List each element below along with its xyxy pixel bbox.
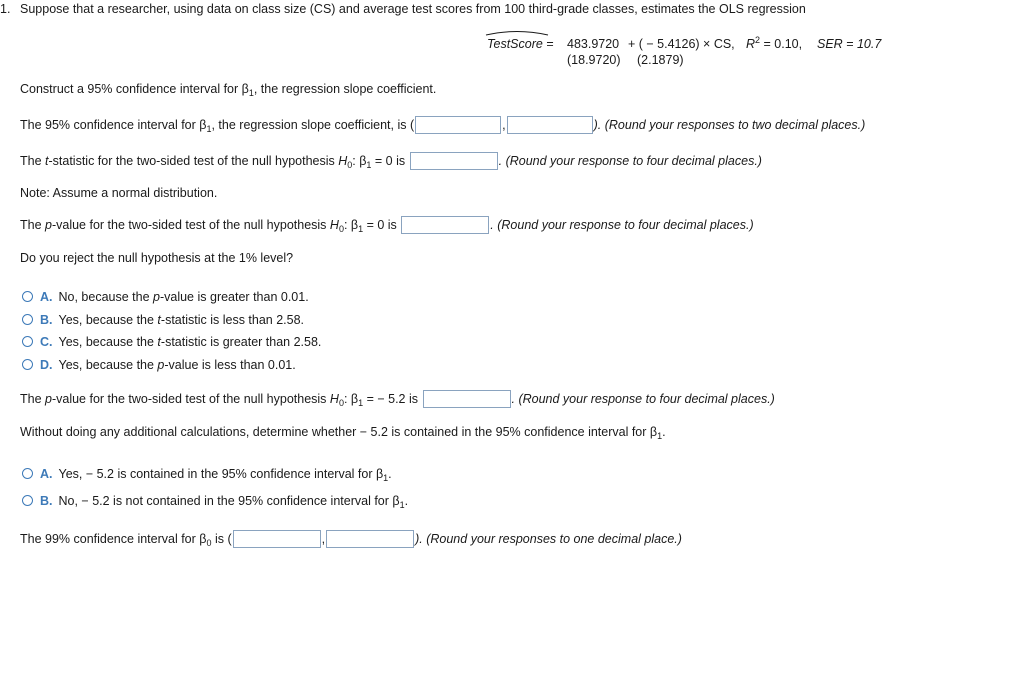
pvalue2-sub1: 1 [358,398,364,408]
ci95-suffix [594,118,866,132]
option-sub: 1 [399,500,405,510]
regression-equation [487,37,554,51]
radio-icon[interactable] [22,314,33,325]
radio-icon[interactable] [22,336,33,347]
pvalue-prefix-b: -value for the two-sided test of the null hypothesis [51,218,330,232]
ci95-sub: 1 [206,124,212,134]
reject-option-c[interactable] [22,331,321,353]
option-letter: C. [40,335,53,349]
option-text-b: -statistic is greater than 2.58. [160,335,322,349]
pvalue-mid: : β [343,218,359,232]
tstat-prefix-b: -statistic for the two-sided test of the null hypothesis [48,154,339,168]
reject-option-a[interactable] [22,286,309,308]
option-ital: p [157,358,165,372]
option-text-a: Yes, because the [58,335,158,349]
pvalue2-input[interactable] [423,390,511,408]
option-sub: 1 [383,473,389,483]
construct-suffix: , the regression slope coefficient. [253,82,437,96]
option-letter: A. [40,290,53,304]
pvalue2-p: p [45,392,52,406]
option-ital: t [157,313,161,327]
option-ital: t [157,335,161,349]
pvalue-sub0: 0 [338,224,344,234]
hat-symbol [485,28,549,36]
construct-prompt [20,78,436,100]
radio-icon[interactable] [22,468,33,479]
construct-prompt-text: Construct a 95% confidence interval for β [20,82,249,96]
option-text-b: -value is less than 0.01. [164,358,296,372]
option-letter: B. [40,494,53,508]
option-text-a: No, because the [58,290,154,304]
pvalue-line [20,214,754,236]
question-number [0,2,10,16]
regression-r2 [746,35,802,51]
option-ital: p [153,290,160,304]
option-text: No, − 5.2 is not contained in the 95% confidence interval for β [58,494,400,508]
pvalue-suffix: . (Round your response to four decimal places.) [490,218,754,232]
option-letter: D. [40,358,53,372]
option-text-a: Yes, because the [58,313,158,327]
contain-option-b[interactable]: B. No, − 5.2 is not contained in the 95% confidence interval for $\beta_1$. [22,490,408,512]
ci99-line [20,528,682,550]
pvalue-input[interactable] [401,216,489,234]
pvalue-sub1: 1 [358,224,364,234]
contain-question-text: Without doing any additional calculations, determine whether − 5.2 is contained in the 95% confidence interval for β [20,425,658,439]
option-letter: B. [40,313,53,327]
radio-icon[interactable] [22,359,33,370]
pvalue2-suffix: . (Round your response to four decimal places.) [511,392,775,406]
note: Note: Assume a normal distribution. [20,186,218,200]
ci99-sub: 0 [206,538,212,548]
tstat-sub0: 0 [347,160,353,170]
ci95-upper-input[interactable] [507,116,593,134]
option-text-a: Yes, because the [58,358,158,372]
option-text-b: -value is greater than 0.01. [159,290,309,304]
reject-option-b[interactable] [22,309,304,331]
tstat-sub1: 1 [366,160,372,170]
tstat-h: H [338,154,348,168]
tstat-input[interactable] [410,152,498,170]
regression-slope: + ( − 5.4126) × CS, [628,37,735,51]
construct-sub: 1 [248,88,254,98]
ci95-sep: , [502,118,506,132]
ci99-prefix: The 99% confidence interval for β [20,532,207,546]
ci95-lower-input[interactable] [415,116,501,134]
ci99-upper-input[interactable] [326,530,414,548]
tstat-tail: = 0 is [371,154,406,168]
tstat-mid: : β [352,154,367,168]
regression-equals: = [546,37,554,51]
reject-option-d[interactable] [22,354,296,376]
pvalue2-mid: : β [343,392,359,406]
se-slope: (2.1879) [637,53,684,67]
pvalue2-line [20,388,775,410]
pvalue2-prefix-b: -value for the two-sided test of the null hypothesis [51,392,330,406]
question-number-text: 1. [0,2,11,16]
pvalue-h: H [329,218,339,232]
ci95-mid: , the regression slope coefficient, is ( [211,118,415,132]
ci99-mid: is ( [211,532,232,546]
contain-sub: 1 [657,431,663,441]
reject-question: Do you reject the null hypothesis at the 1% level? [20,251,294,265]
tstat-t: t [45,154,49,168]
contain-option-a[interactable]: A. Yes, − 5.2 is contained in the 95% confidence interval for $\beta_1$. [22,463,392,485]
pvalue-p: p [45,218,52,232]
ci95-suffix-text: ). (Round your responses to two decimal places.) [593,118,866,132]
r2-label: R [746,37,756,51]
pvalue-tail: = 0 is [363,218,397,232]
r2-superscript: 2 [755,35,761,45]
regression-intercept: 483.9720 [567,37,620,51]
radio-icon[interactable] [22,291,33,302]
r2-value: = 0.10, [763,37,803,51]
question-intro: Suppose that a researcher, using data on class size (CS) and average test scores from 100 third-grade classes, estimates the OLS regression [20,2,806,16]
option-text: Yes, − 5.2 is contained in the 95% confidence interval for β [58,467,384,481]
pvalue2-sub0: 0 [338,398,344,408]
pvalue2-tail: = − 5.2 is [363,392,419,406]
pvalue-prefix-a: The [20,218,46,232]
pvalue2-prefix-a: The [20,392,46,406]
pvalue2-h: H [329,392,339,406]
ci99-sep: , [321,532,326,546]
option-letter: A. [40,467,53,481]
contain-question: Without doing any additional calculations, determine whether − 5.2 is contained in the 95% confidence interval for $\beta_1$. [20,425,666,441]
tstat-prefix-a: The [20,154,46,168]
radio-icon[interactable] [22,495,33,506]
ci99-lower-input[interactable] [233,530,321,548]
regression-ser [817,37,881,51]
ci95-line [20,114,865,136]
ci95-prefix: The 95% confidence interval for β [20,118,207,132]
ser-text: SER = 10.7 [817,37,882,51]
ci99-suffix: ). (Round your responses to one decimal place.) [415,532,682,546]
option-text-b: -statistic is less than 2.58. [160,313,305,327]
tstat-line [20,150,762,172]
tstat-suffix: . (Round your response to four decimal places.) [498,154,762,168]
regression-lhs: TestScore [487,37,543,51]
se-intercept: (18.9720) [567,53,621,67]
